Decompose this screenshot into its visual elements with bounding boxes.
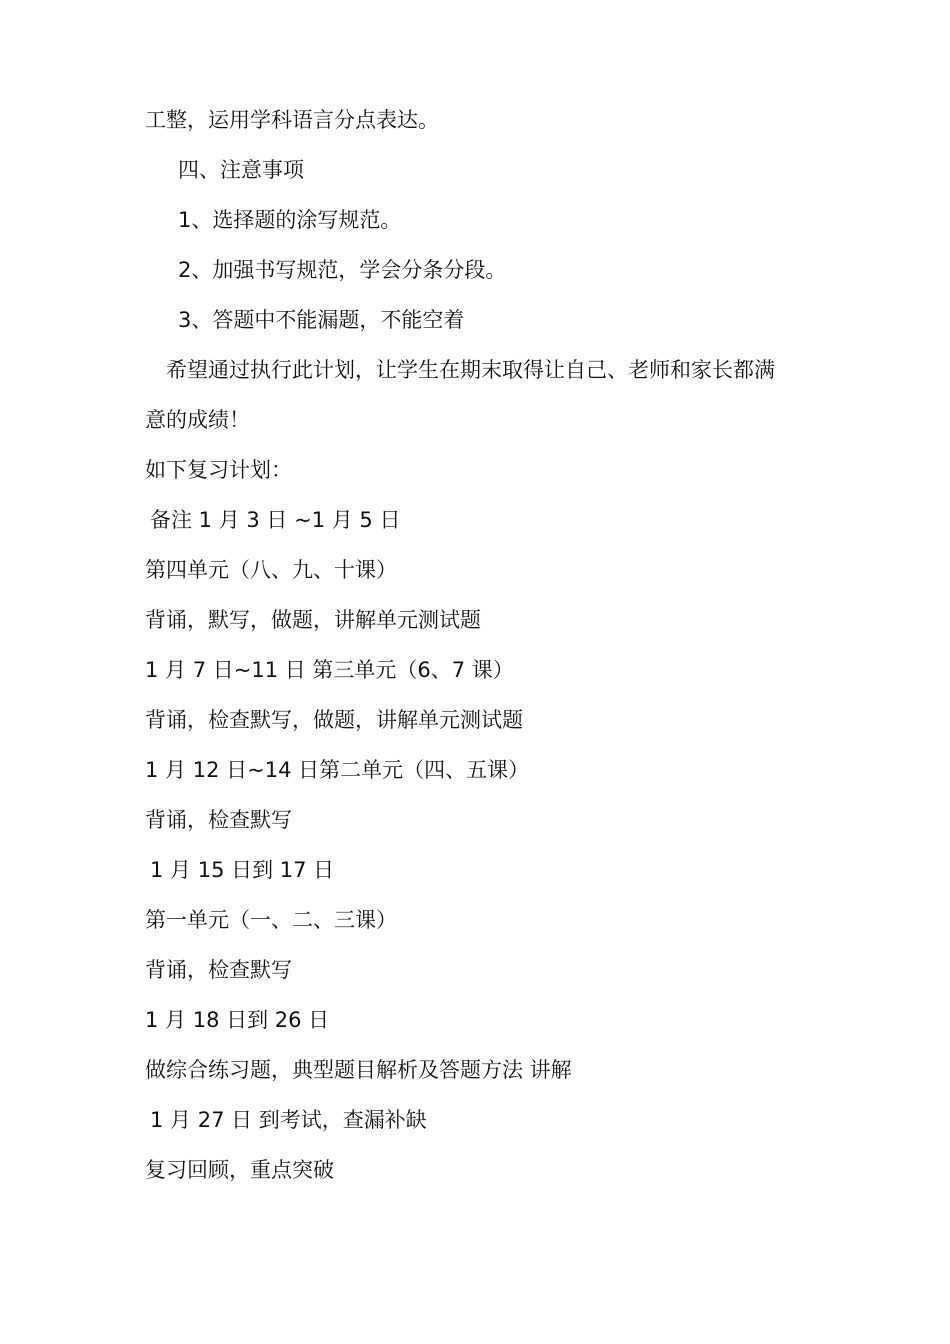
schedule-line: 1 月 27 日 到考试，查漏补缺	[150, 1108, 427, 1132]
list-item: 3、答题中不能漏题，不能空着	[178, 308, 465, 332]
schedule-line: 1 月 7 日~11 日 第三单元（6、7 课）	[145, 658, 514, 682]
list-item: 2、加强书写规范，学会分条分段。	[178, 258, 507, 282]
schedule-line: 背诵，检查默写，做题，讲解单元测试题	[145, 708, 523, 732]
text-line: 如下复习计划：	[145, 458, 292, 482]
schedule-line: 备注 1 月 3 日 ~1 月 5 日	[150, 508, 401, 532]
schedule-line: 复习回顾，重点突破	[145, 1158, 334, 1182]
schedule-line: 背诵，检查默写	[145, 958, 292, 982]
schedule-line: 1 月 18 日到 26 日	[145, 1008, 330, 1032]
schedule-line: 背诵，检查默写	[145, 808, 292, 832]
schedule-line: 第四单元（八、九、十课）	[145, 558, 397, 582]
schedule-line: 1 月 12 日~14 日第二单元（四、五课）	[145, 758, 530, 782]
schedule-line: 第一单元（一、二、三课）	[145, 908, 397, 932]
section-heading: 四、注意事项	[178, 158, 304, 182]
schedule-line: 做综合练习题，典型题目解析及答题方法 讲解	[145, 1058, 572, 1082]
text-line: 工整，运用学科语言分点表达。	[145, 108, 439, 132]
list-item: 1、选择题的涂写规范。	[178, 208, 402, 232]
schedule-line: 1 月 15 日到 17 日	[150, 858, 335, 882]
text-line: 希望通过执行此计划，让学生在期末取得让自己、老师和家长都满	[166, 358, 775, 382]
text-line: 意的成绩！	[145, 408, 250, 432]
schedule-line: 背诵，默写，做题，讲解单元测试题	[145, 608, 481, 632]
